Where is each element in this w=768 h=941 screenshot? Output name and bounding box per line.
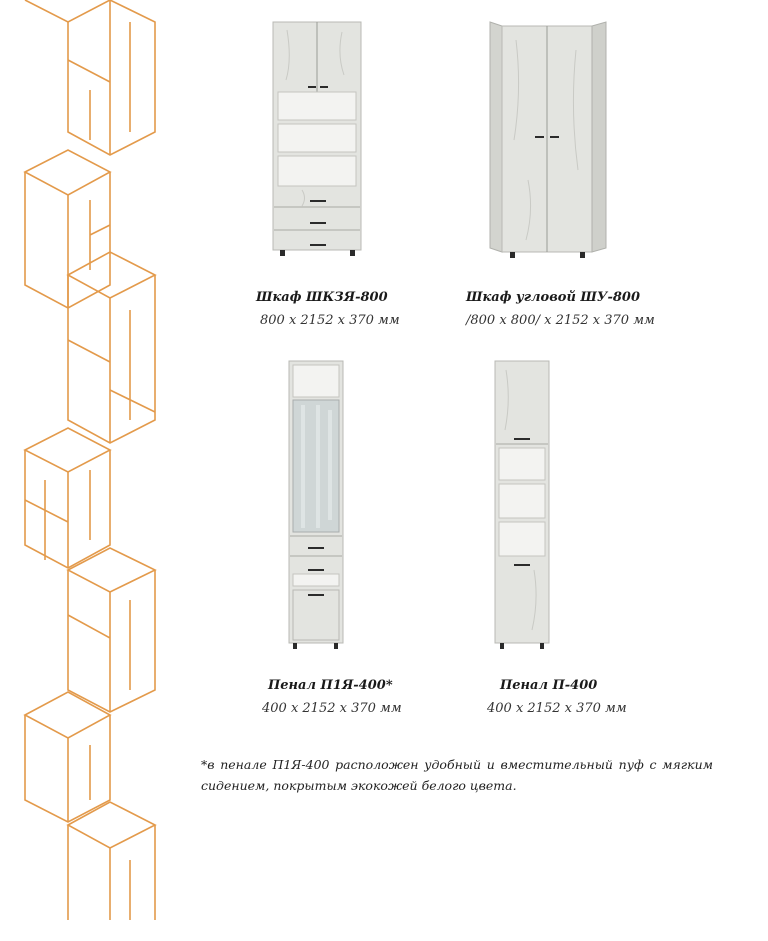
footnote: *в пенале П1Я-400 расположен удобный и вместительный пуф с мягким сидением, покрытым экокожей белого цвета. <box>201 757 713 793</box>
product-name: Шкаф ШКЗЯ-800 <box>256 290 388 305</box>
cabinet-p-400-image <box>494 360 552 650</box>
product-name: Пенал П1Я-400* <box>268 678 393 693</box>
product-caption <box>262 678 402 716</box>
product-dimensions: 400 х 2152 х 370 мм <box>487 701 627 716</box>
product-dimensions: /800 х 800/ х 2152 х 370 мм <box>466 313 655 328</box>
product-caption <box>466 290 655 328</box>
product-name: Шкаф угловой ШУ-800 <box>466 290 640 305</box>
corner-wardrobe-shu-800-image <box>488 20 610 260</box>
decorative-geometric-pattern <box>0 0 170 941</box>
cabinet-p1ya-400-image <box>288 360 346 650</box>
product-dimensions: 800 х 2152 х 370 мм <box>260 313 400 328</box>
product-dimensions: 400 х 2152 х 370 мм <box>262 701 402 716</box>
wardrobe-shkzya-800-image <box>272 20 364 260</box>
product-caption <box>256 290 400 328</box>
product-caption <box>487 678 627 716</box>
product-name: Пенал П-400 <box>500 678 598 693</box>
